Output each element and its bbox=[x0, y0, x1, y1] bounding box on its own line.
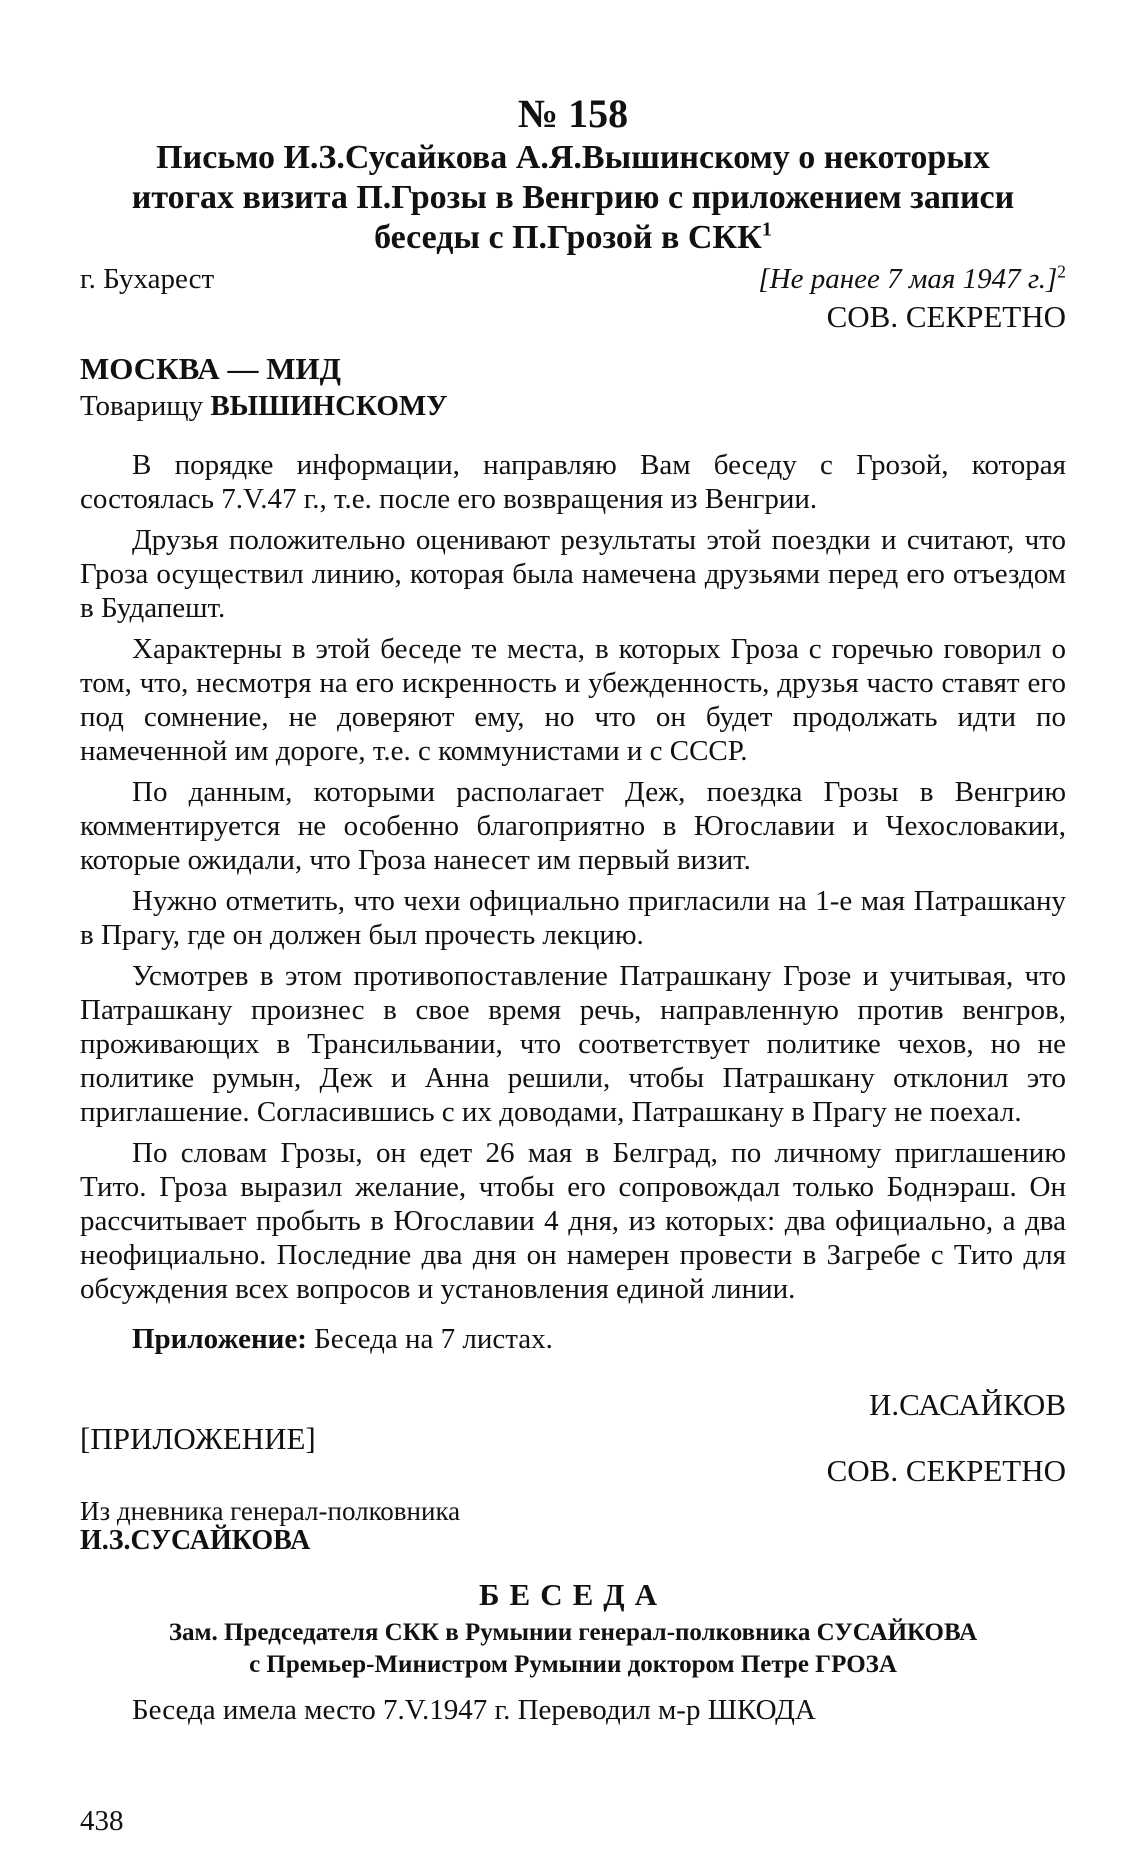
letter-body bbox=[80, 448, 1066, 1356]
addressee-prefix: Товарищу bbox=[80, 390, 211, 422]
attachment-note bbox=[80, 1322, 1066, 1356]
attachment-text: Беседа на 7 листах. bbox=[306, 1323, 553, 1355]
page-number: 438 bbox=[80, 1805, 124, 1837]
paragraph-2: Друзья положительно оценивают результаты этой поездки и считают, что Гроза осуществил линию, которая была намечена друзьями перед его отъездом в Будапешт. bbox=[80, 524, 1066, 624]
paragraph-1: В порядке информации, направляю Вам беседу с Грозой, которая состоялась 7.V.47 г., т.е. после его возвращения из Венгрии. bbox=[80, 449, 1066, 515]
conversation-subtitle-2: с Премьер-Министром Румынии доктором Петре ГРОЗА bbox=[249, 1651, 897, 1678]
title-line-3-text: беседы с П.Грозой в СКК bbox=[374, 219, 762, 256]
document-date-text: [Не ранее 7 мая 1947 г.] bbox=[758, 263, 1058, 295]
addressee-line: МОСКВА — МИД bbox=[80, 351, 341, 386]
paragraph-6: Усмотрев в этом противопоставление Патрашкану Грозе и учитывая, что Патрашкану произнес в свое время речь, направленную против венгров, проживающих в Трансильвании, что соответствует политике чехов, но не политике румын, Деж и Анна решили, чтобы Патрашкану отклонил это приглашение. Согласившись с их доводами, Патрашкану в Прагу не поехал. bbox=[80, 960, 1066, 1128]
document-title bbox=[80, 138, 1066, 258]
document-place: г. Бухарест bbox=[80, 263, 215, 295]
title-line-3 bbox=[80, 218, 1066, 258]
attachment-label: Приложение: bbox=[132, 1323, 307, 1355]
paragraph-7: По словам Грозы, он едет 26 мая в Белград, по личному приглашению Тито. Гроза выразил желание, чтобы его сопровождал только Боднэраш. Он рассчитывает пробыть в Югославии 4 дня, из которых: два официально, а два неофициально. Последние два дня он намерен провести в Загребе с Тито для обсуждения всех вопросов и установления единой линии. bbox=[80, 1137, 1066, 1305]
date-footnote-mark: 2 bbox=[1057, 261, 1066, 282]
addressee-name: ВЫШИНСКОМУ bbox=[210, 390, 448, 422]
document-date bbox=[758, 262, 1066, 296]
paragraph-5: Нужно отметить, что чехи официально пригласили на 1-е мая Патрашкану в Прагу, где он должен был прочесть лекцию. bbox=[80, 885, 1066, 951]
addressee-recipient bbox=[80, 389, 1066, 423]
conversation-subtitle-1: Зам. Председателя СКК в Румынии генерал-полковника СУСАЙКОВА bbox=[168, 1619, 978, 1646]
paragraph-4: По данным, которыми располагает Деж, поездка Грозы в Венгрию комментируется не особенно благоприятно в Югославии и Чехословакии, которые ожидали, что Гроза нанесет им первый визит. bbox=[80, 776, 1066, 876]
meeting-info: Беседа имела место 7.V.1947 г. Переводил м-р ШКОДА bbox=[132, 1694, 816, 1726]
appendix-source-name: И.З.СУСАЙКОВА bbox=[80, 1525, 311, 1556]
title-line-2: итогах визита П.Грозы в Венгрию с приложением записи bbox=[131, 179, 1015, 216]
classification-stamp: СОВ. СЕКРЕТНО bbox=[826, 299, 1066, 334]
title-footnote-mark: 1 bbox=[761, 218, 772, 241]
title-line-1: Письмо И.З.Сусайкова А.Я.Вышинскому о некоторых bbox=[156, 139, 990, 176]
conversation-title: БЕСЕДА bbox=[479, 1577, 667, 1612]
paragraph-3: Характерны в этой беседе те места, в которых Гроза с горечью говорил о том, что, несмотря на его искренность и убежденность, друзья часто ставят его под сомнение, не доверяют ему, но что он будет продолжать идти по намеченной им дороге, т.е. с коммунистами и с СССР. bbox=[80, 633, 1066, 767]
appendix-source: Из дневника генерал-полковника bbox=[80, 1496, 461, 1526]
place-date-row bbox=[80, 262, 1066, 296]
signature: И.САСАЙКОВ bbox=[869, 1387, 1066, 1422]
appendix-label: [ПРИЛОЖЕНИЕ] bbox=[80, 1421, 316, 1456]
appendix-classification: СОВ. СЕКРЕТНО bbox=[826, 1453, 1066, 1488]
document-number: № 158 bbox=[517, 91, 629, 136]
